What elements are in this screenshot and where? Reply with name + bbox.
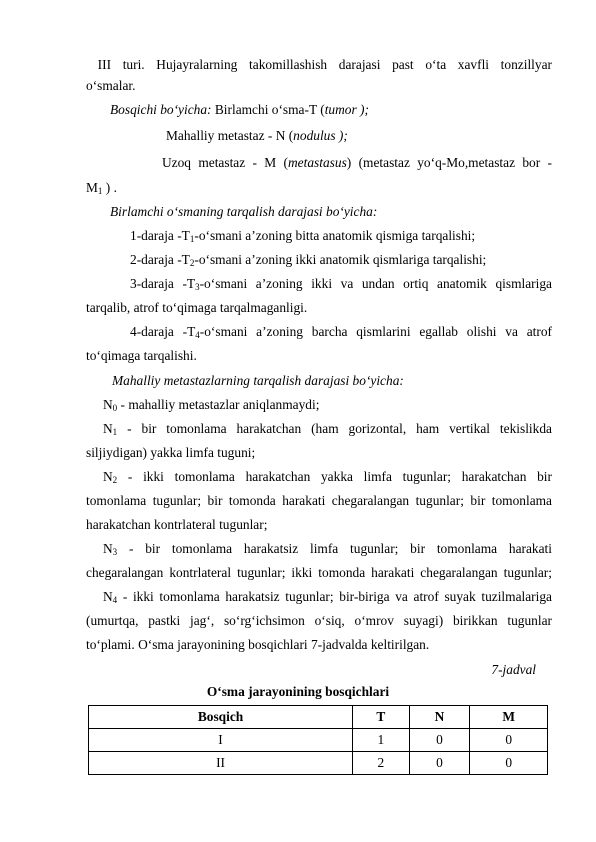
- table-header: N: [409, 706, 470, 729]
- table-header: Bosqich: [89, 706, 353, 729]
- table-title: O‘sma jarayonining bosqichlari: [206, 684, 390, 699]
- n2-line: $N_2$ - ikki tomonlama harakatchan yakka limfa tugunlar; harakatchan bir: [103, 469, 552, 485]
- stage-label-line: Bosqichi bo‘yicha: Birlamchi o‘sma-T (tumor );: [110, 102, 369, 117]
- table-cell: I: [89, 729, 353, 752]
- table-cell: 0: [470, 752, 548, 775]
- n3-line-2: chegaralangan kontrlateral tugunlar; ikki tomonda harakati chegaralangan tugunlar;: [86, 565, 552, 580]
- table-row: [89, 729, 548, 752]
- n1-line: $N_1$ - bir tomonlama harakatchan (ham gorizontal, ham vertikal tekislikda: [103, 421, 552, 437]
- table-cell: 0: [470, 729, 548, 752]
- primary-heading: Birlamchi o‘smaning tarqalish darajasi bo‘yicha:: [110, 204, 378, 219]
- n4-line-2: (umurtqa, pastki jag‘, so‘rg‘ichsimon o‘siq, o‘mrov suyagi) birikkan tugunlar: [86, 613, 552, 628]
- table-cell: 0: [409, 729, 470, 752]
- t3-line: 3-daraja $-T_3-o‘smani$ a’zoning ikki va undan ortiq anatomik qismlariga: [130, 276, 552, 292]
- paragraph-line: III turi. Hujayralarning takomillashish darajasi past o‘ta xavfli tonzillyar: [97, 57, 552, 72]
- stage-m-line: Uzoq metastaz - M (metastasus) (metastaz yo‘q-Mo,metastaz bor -: [162, 155, 552, 170]
- paragraph-line: o‘smalar.: [86, 78, 136, 93]
- t3-line-end: tarqalib, atrof to‘qimaga tarqalmaganligi.: [86, 300, 308, 315]
- table-header: M: [470, 706, 548, 729]
- t4-line: 4-daraja $-T_4-o‘smani$ a’zoning barcha qismlarini egallab olishi va atrof: [130, 324, 552, 340]
- table-label: 7-jadval: [491, 662, 536, 677]
- table-row: [89, 752, 548, 775]
- stage-n-line: Mahalliy metastaz - N (nodulus );: [166, 128, 348, 143]
- table-cell: 1: [353, 729, 410, 752]
- n1-line-end: siljiydigan) yakka limfa tuguni;: [86, 445, 256, 460]
- n0-line: $N_0$ - mahalliy metastazlar aniqlanmaydi;: [103, 397, 320, 413]
- t4-line-end: to‘qimaga tarqalishi.: [86, 348, 197, 363]
- stages-table: [88, 705, 548, 775]
- t1-line: 1-daraja $-T_1-o‘smani$ a’zoning bitta anatomik qismiga tarqalishi;: [130, 228, 476, 244]
- n4-line-end: to‘plami. O‘sma jarayonining bosqichlari 7-jadvalda keltirilgan.: [86, 637, 430, 652]
- table-header-row: [89, 706, 548, 729]
- table-cell: II: [89, 752, 353, 775]
- stage-m-line-end: $M_1$ ) .: [86, 180, 117, 196]
- table-header: T: [353, 706, 410, 729]
- n4-line: $N_4$ - ikki tomonlama harakatsiz tugunlar; bir-biriga va atrof suyak tuzilmalariga: [103, 589, 552, 605]
- table-cell: 2: [353, 752, 410, 775]
- table-cell: 0: [409, 752, 470, 775]
- n2-line-2: tomonlama tugunlar; bir tomonda harakati chegaralangan tugunlar; bir tomonlama: [86, 493, 552, 508]
- t2-line: 2-daraja $-T_2-o‘smani$ a’zoning ikki anatomik qismlariga tarqalishi;: [130, 252, 487, 268]
- regional-heading: Mahalliy metastazlarning tarqalish darajasi bo‘yicha:: [112, 373, 404, 388]
- n2-line-end: harakatchan kontrlateral tugunlar;: [86, 517, 268, 532]
- n3-line: $N_3$ - bir tomonlama harakatsiz limfa tugunlar; bir tomonlama harakati: [103, 541, 552, 557]
